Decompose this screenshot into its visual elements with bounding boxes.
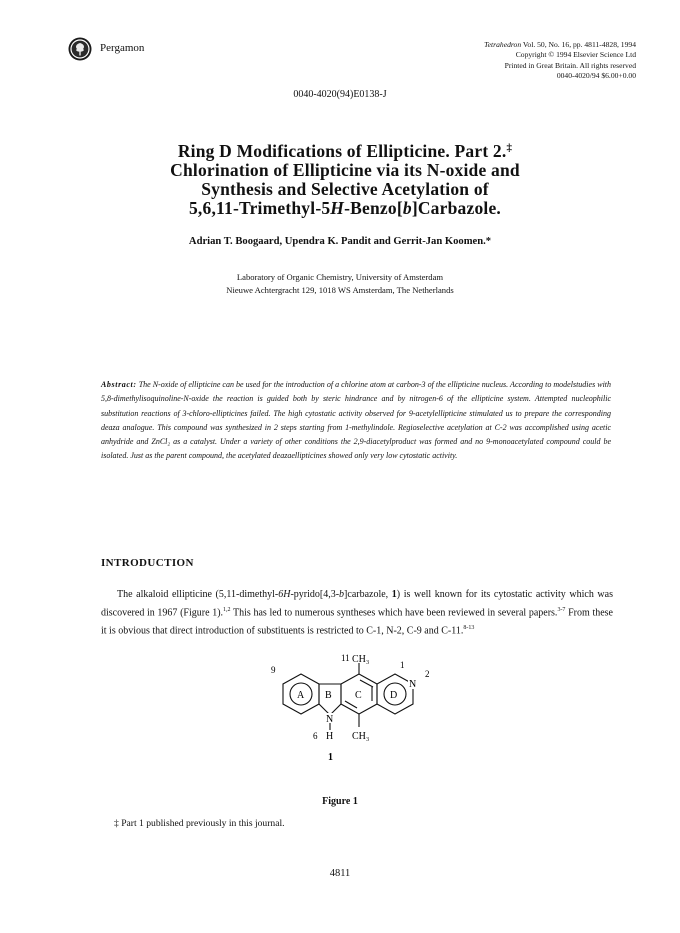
- ring-d-label: D: [390, 690, 398, 701]
- title-line-3: Synthesis and Selective Acetylation of: [201, 179, 489, 199]
- affiliation-line-2: Nieuwe Achtergracht 129, 1018 WS Amsterdam, The Netherlands: [226, 285, 454, 296]
- label-9: 9: [271, 665, 276, 675]
- page-number: 4811: [329, 868, 351, 879]
- compound-number: 1: [328, 752, 333, 763]
- article-title: [80, 139, 610, 218]
- label-1: 1: [400, 660, 405, 670]
- title-line-1: Ring D Modifications of Ellipticine. Part 2.: [177, 141, 507, 161]
- label-6: 6: [313, 731, 318, 741]
- label-11: 11: [341, 653, 350, 663]
- ellipticine-structure: [268, 653, 438, 783]
- copyright-line: Copyright © 1994 Elsevier Science Ltd: [515, 50, 636, 60]
- introduction-paragraph: The alkaloid ellipticine (5,11-dimethyl-6H-pyrido[4,3-b]carbazole, 1) is well known for its cytostatic activity which was discovered in 1967 (Figure 1).$^{1,2}$ This has led to numerous syntheses which have been reviewed in several papers.$^{3-7}$ From these it is obvious that direct introduction of substituents is restricted to C-1, N-2, C-9 and C-11.$^{8-13}$: [101, 589, 613, 636]
- ring-c-label: C: [355, 690, 362, 701]
- label-ch3-top: CH₃: [352, 654, 370, 665]
- abstract-label: Abstract:: [101, 380, 137, 389]
- title-line-2: Chlorination of Ellipticine via its N-oxide and: [170, 160, 520, 180]
- figure-caption: Figure 1: [322, 796, 358, 807]
- affiliation-line-1: Laboratory of Organic Chemistry, University of Amsterdam: [236, 272, 444, 282]
- introduction-heading: INTRODUCTION: [101, 557, 194, 569]
- footnote: ‡ Part 1 published previously in this journal.: [114, 818, 285, 829]
- title-footnote-mark: ‡: [506, 142, 513, 154]
- abstract-text: The N-oxide of ellipticine can be used for the introduction of a chlorine atom at carbon-3 of the ellipticine nucleus. According to modelstudies with 5,8-dimethylisoquinoline-N-oxide the reaction is guided both by steric hindrance and by nitrogen-6 of the ellipticine system. Attempted nucleophilic substitution reactions of 3-chloro-ellipticines failed. The high cytostatic activity observed for 9-acetylellipticine stimulated us to prepare the corresponding deaza analogue. This compound was synthesized in 2 steps starting from 1-methylindole. Regioselective acetylation at C-2 was accomplished using acetic anhydride and ZnCl₂ as a catalyst. Under a variety of other conditions the 2,9-diacetylproduct was formed and no 9-monoacetylated compound could be isolated. Just as the parent compound, the acetylated deazaellipticines showed only very low cytostatic activity.: [101, 380, 612, 461]
- journal-info: [400, 40, 636, 81]
- authors: Adrian T. Boogaard, Upendra K. Pandit and Gerrit-Jan Koomen.*: [188, 236, 492, 247]
- elsevier-tree-logo-icon: [68, 37, 92, 61]
- abstract: [101, 378, 611, 464]
- publisher-name: Pergamon: [100, 42, 145, 54]
- ring-a-label: A: [297, 690, 305, 701]
- journal-ref: Vol. 50, No. 16, pp. 4811-4828, 1994: [522, 40, 636, 49]
- printed-line: Printed in Great Britain. All rights reserved: [504, 60, 636, 70]
- title-line-4: 5,6,11-Trimethyl-5H-Benzo[b]Carbazole.: [188, 198, 501, 218]
- price-code: 0040-4020/94 $6.00+0.00: [556, 70, 636, 80]
- label-n-pyridine: N: [409, 679, 417, 690]
- label-2: 2: [425, 669, 430, 679]
- affiliation: [0, 271, 680, 298]
- label-h: H: [326, 731, 334, 742]
- label-n-indole: N: [326, 714, 334, 725]
- ring-b-label: B: [325, 690, 332, 701]
- label-ch3-bottom: CH₃: [352, 731, 370, 742]
- journal-name: Tetrahedron: [484, 40, 522, 49]
- article-code: 0040-4020(94)E0138-J: [293, 89, 387, 100]
